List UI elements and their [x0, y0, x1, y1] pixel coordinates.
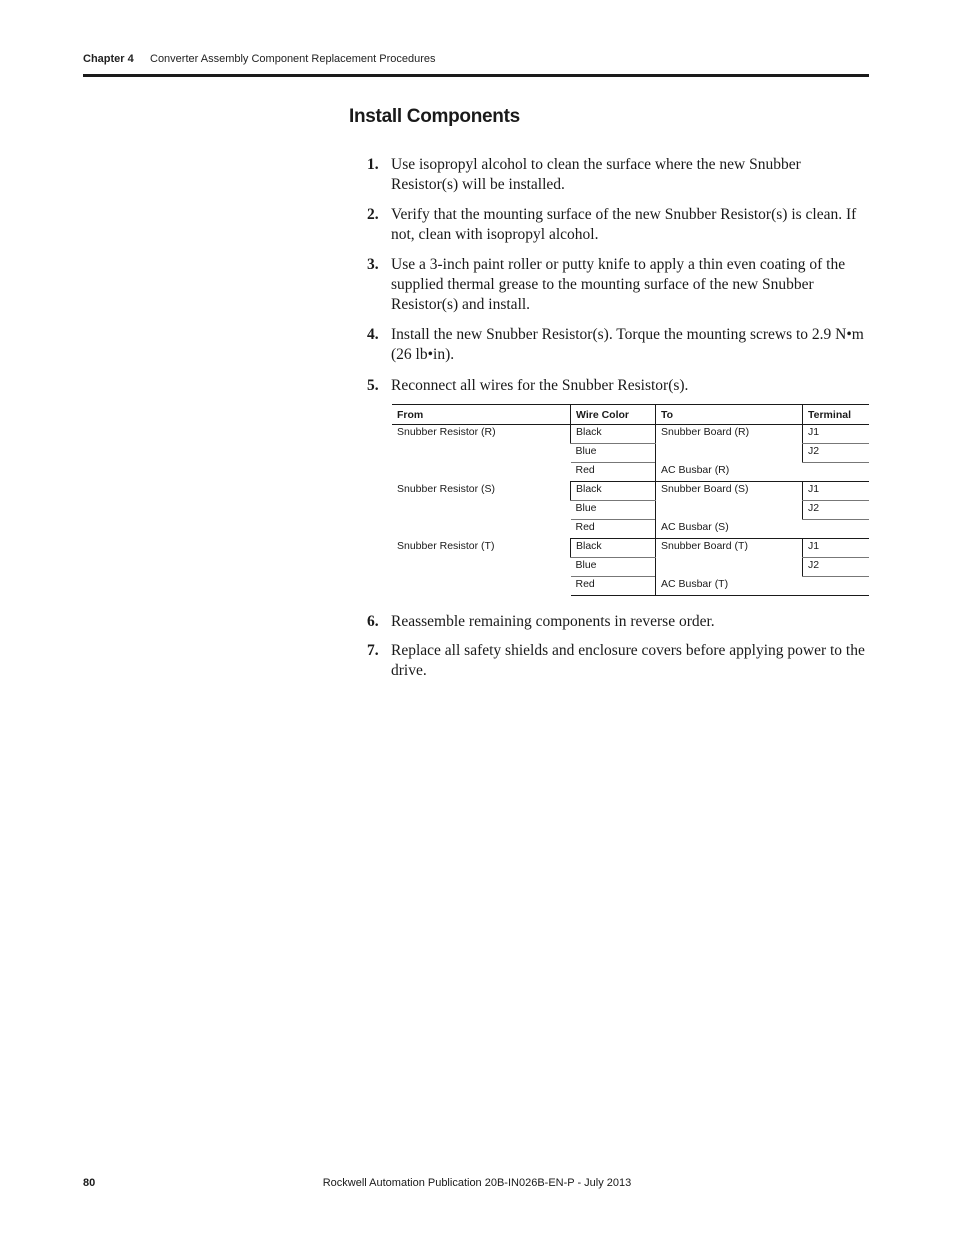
- section-title: Install Components: [349, 106, 520, 127]
- wire-color-cell: Blue: [571, 444, 656, 463]
- from-cell: Snubber Resistor (T): [397, 539, 495, 552]
- to-cell: Snubber Board (R): [656, 425, 803, 463]
- step-number: 5.: [367, 377, 379, 394]
- step-5: [367, 376, 869, 396]
- step-4: [367, 325, 869, 365]
- step-1: [367, 155, 869, 195]
- chapter-title: Converter Assembly Component Replacement Procedures: [150, 53, 436, 65]
- wire-color-cell: Blue: [571, 558, 656, 577]
- terminal-cell: J2: [803, 501, 870, 520]
- to-cell: AC Busbar (R): [656, 463, 870, 482]
- to-cell: Snubber Board (T): [656, 539, 803, 577]
- terminal-cell: J2: [803, 444, 870, 463]
- terminal-cell: J2: [803, 558, 870, 577]
- table-row: [392, 482, 869, 501]
- table-row: [392, 425, 869, 444]
- from-cell: Snubber Resistor (S): [397, 482, 496, 495]
- table-row: [392, 539, 869, 558]
- step-7: [367, 641, 869, 681]
- table-header-row: [392, 405, 869, 425]
- page-header: [83, 53, 869, 65]
- header-terminal: Terminal: [803, 405, 870, 425]
- step-text: Use isopropyl alcohol to clean the surface where the new Snubber Resistor(s) will be installed.: [391, 156, 801, 193]
- wire-color-cell: Black: [571, 425, 656, 444]
- to-cell: AC Busbar (S): [656, 520, 870, 539]
- terminal-cell: J1: [803, 425, 870, 444]
- wire-connection-table: [392, 404, 869, 596]
- step-text: Reassemble remaining components in reverse order.: [391, 613, 715, 630]
- step-text: Reconnect all wires for the Snubber Resistor(s).: [391, 377, 689, 394]
- publication-footer: Rockwell Automation Publication 20B-IN026B-EN-P - July 2013: [322, 1177, 632, 1189]
- header-from: From: [392, 405, 571, 425]
- step-6: [367, 612, 869, 632]
- step-number: 7.: [367, 642, 379, 659]
- page-number: 80: [83, 1177, 96, 1189]
- header-divider: [83, 74, 869, 77]
- to-cell: Snubber Board (S): [656, 482, 803, 520]
- step-number: 6.: [367, 613, 379, 630]
- step-text: Install the new Snubber Resistor(s). Torque the mounting screws to 2.9 N•m (26 lb•in).: [391, 326, 864, 363]
- wire-color-cell: Red: [571, 577, 656, 596]
- step-number: 2.: [367, 206, 379, 223]
- step-number: 4.: [367, 326, 379, 343]
- step-3: [367, 255, 869, 315]
- wire-color-cell: Red: [571, 520, 656, 539]
- wire-color-cell: Black: [571, 482, 656, 501]
- step-number: 1.: [367, 156, 379, 173]
- step-number: 3.: [367, 256, 379, 273]
- header-wire-color: Wire Color: [571, 405, 656, 425]
- to-cell: AC Busbar (T): [656, 577, 870, 596]
- terminal-cell: J1: [803, 539, 870, 558]
- header-to: To: [656, 405, 803, 425]
- from-cell: Snubber Resistor (R): [397, 426, 496, 438]
- wire-color-cell: Red: [571, 463, 656, 482]
- chapter-label: Chapter 4: [83, 53, 134, 65]
- wire-color-cell: Black: [571, 539, 656, 558]
- step-2: [367, 205, 869, 245]
- wire-color-cell: Blue: [571, 501, 656, 520]
- step-text: Use a 3-inch paint roller or putty knife to apply a thin even coating of the supplied thermal grease to the mounting surface of the new Snubber Resistor(s) and install.: [391, 256, 846, 313]
- step-text: Replace all safety shields and enclosure covers before applying power to the drive.: [391, 642, 865, 679]
- terminal-cell: J1: [803, 482, 870, 501]
- step-text: Verify that the mounting surface of the new Snubber Resistor(s) is clean. If not, clean with isopropyl alcohol.: [391, 206, 857, 243]
